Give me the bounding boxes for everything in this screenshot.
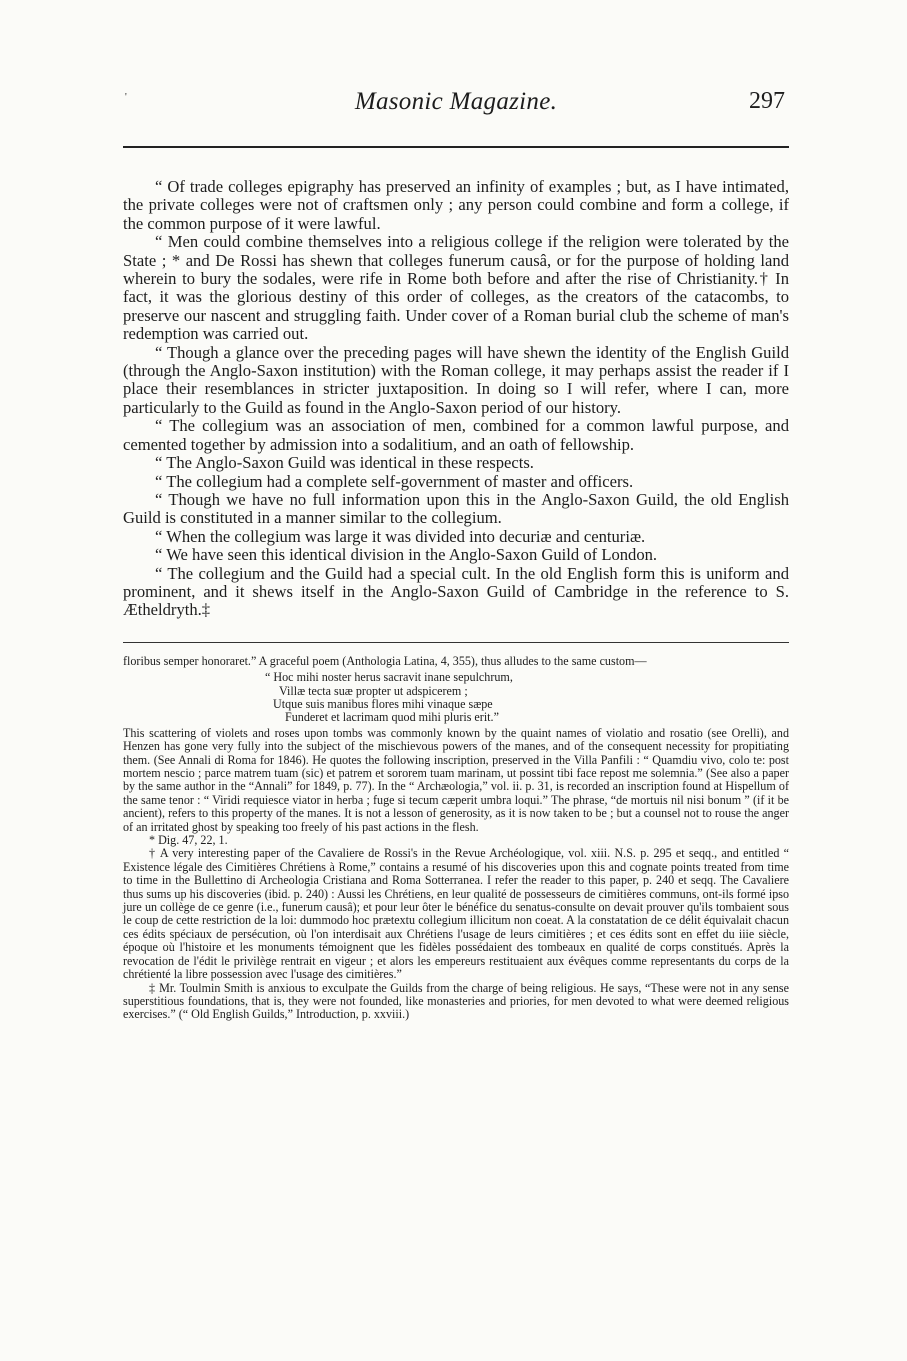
main-text (123, 178, 789, 620)
footnote-rule (123, 642, 789, 643)
paragraph: “ The collegium was an association of men, combined for a common lawful purpose, and cemented together by admission into a sodalitium, and an oath of fellowship. (123, 416, 789, 454)
footnote-paragraph: This scattering of violets and roses upon tombs was commonly known by the quaint names of violatio and rosatio (see Orelli), and Henzen has gone very fully into the subject of the mischievous powers of the manes, and of the consequent necessity for propitiating them. (See Annali di Roma for 1846). He quotes the following inscription, preserved in the Villa Panfili : “ Quamdiu vivo, colo te: post mortem nescio ; parce matrem tuam (sic) et patrem et sororem tuam marinam, ut possint tibi face repost me solemnia.” (See also a paper by the same author in the “Annali” for 1849, p. 77). In the “ Archæologia,” vol. ii. p. 31, is recorded an inscription found at Hispellum of the same tenor : “ Viridi requiesce viator in herba ; fuge si tecum cæperit umbra loqui.” The phrase, “de mortuis nil nisi bonum ” (if it be ancient), refers to this property of the manes. It is not a lesson of generosity, as it is now taken to be ; but a counsel not to rouse the anger of an irritated ghost by speaking too freely of his past actions in the flesh. (123, 725, 789, 834)
header-rule (123, 146, 789, 148)
page-number: 297 (749, 88, 785, 114)
paragraph: “ We have seen this identical division in the Anglo-Saxon Guild of London. (155, 545, 658, 565)
poem-line: Utque suis manibus flores mihi vinaque sæpe (273, 696, 493, 711)
running-header (123, 80, 789, 120)
poem-line: “ Hoc mihi noster herus sacravit inane sepulchrum, (265, 670, 513, 685)
footnotes (123, 655, 789, 1022)
poem-line: Funderet et lacrimam quod mihi pluris erit.” (285, 710, 499, 725)
footnote-star: * Dig. 47, 22, 1. (149, 833, 228, 848)
magazine-title: Masonic Magazine. (354, 88, 558, 115)
paragraph: “ Though we have no full information upon this in the Anglo-Saxon Guild, the old English Guild is constituted in a manner similar to the collegium. (123, 489, 789, 528)
paragraph: “ The collegium had a complete self-government of master and officers. (155, 471, 634, 491)
margin-mark: ' (125, 92, 127, 103)
paragraph: “ When the collegium was large it was divided into decuriæ and centuriæ. (155, 526, 646, 546)
paragraph: “ The collegium and the Guild had a special cult. In the old English form this is uniform and prominent, and it shews itself in the Anglo-Saxon Guild of Cambridge in the reference to S. Ætheldryth.‡ (123, 563, 789, 620)
paragraph: “ Men could combine themselves into a religious college if the religion were tolerated by the State ; * and De Rossi has shewn that colleges funerum causâ, or for the purpose of holding land wherein to bury the sodales, were rife in Rome both before and after the rise of Christianity.† In fact, it was the glorious destiny of this order of colleges, as the creators of the catacombs, to preserve our nascent and struggling faith. Under cover of a Roman burial club the scheme of man's redemption was carried out. (123, 232, 789, 344)
footnote-double-dagger: ‡ Mr. Toulmin Smith is anxious to exculpate the Guilds from the charge of being religious. He says, “These were not in any sense superstitious foundations, that is, they were not founded, like monasteries and priories, for men devoted to what were deemed religious exercises.” (“ Old English Guilds,” Introduction, p. xxviii.) (123, 980, 789, 1022)
paragraph: “ Though a glance over the preceding pages will have shewn the identity of the English Guild (through the Anglo-Saxon institution) with the Roman college, it may perhaps assist the reader if I place their resemblances in stricter juxtaposition. In doing so I will refer, where I can, more particularly to the Guild as found in the Anglo-Saxon period of our history. (123, 342, 789, 417)
paragraph: “ The Anglo-Saxon Guild was identical in these respects. (155, 453, 534, 473)
footnote-dagger: † A very interesting paper of the Cavaliere de Rossi's in the Revue Archéologique, vol. xiii. N.S. p. 295 et seqq., and entitled “ Existence légale des Cimitières Chrétiens à Rome,” contains a resumé of his discoveries upon this and cognate points treated from time to time in the Bullettino di Archeologia Cristiana and Roma Sotterranea. I refer the reader to this paper, p. 240 et seqq. The Cavaliere thus sums up his discoveries (ibid. p. 240) : Aussi les Chrétiens, en leur qualité de possesseurs de cimitières communs, ont-ils formé ipso jure un collège de ce genre (i.e., funerum causâ); et pour leur ôter le bénéfice du senatus-consulte on devait prouver qu'ils tombaient sous le coup de cette restriction de la loi: dummodo hoc prætextu collegium illicitum non coeat. A la constatation de ce délit équivalait chacun ces édits spéciaux de persécution, où l'on interdisait aux Chrétiens l'usage de leurs cimitières ; et ces édits sont en effet du iiie siècle, époque où l'histoire et les monuments témoignent que les fidèles possédaient des tombeaux en qualité de corps constitués. Après la revocation de l'édit le privilège rentrait en vigeur ; et alors les empereurs restituaient aux évêques comme representants du corps de la chrétienté la libre possession avec l'usage des cimitières.” (123, 846, 789, 982)
footnote-continuation: floribus semper honoraret.” A graceful poem (Anthologia Latina, 4, 355), thus alludes to the same custom— (123, 653, 647, 668)
poem-line: Villæ tecta suæ propter ut adspicerem ; (279, 683, 468, 698)
page (123, 80, 789, 1022)
paragraph: “ Of trade colleges epigraphy has preserved an infinity of examples ; but, as I have intimated, the private colleges were not of craftsmen only ; any person could combine and form a college, if the common purpose of it were lawful. (123, 177, 789, 233)
poem (123, 671, 789, 725)
